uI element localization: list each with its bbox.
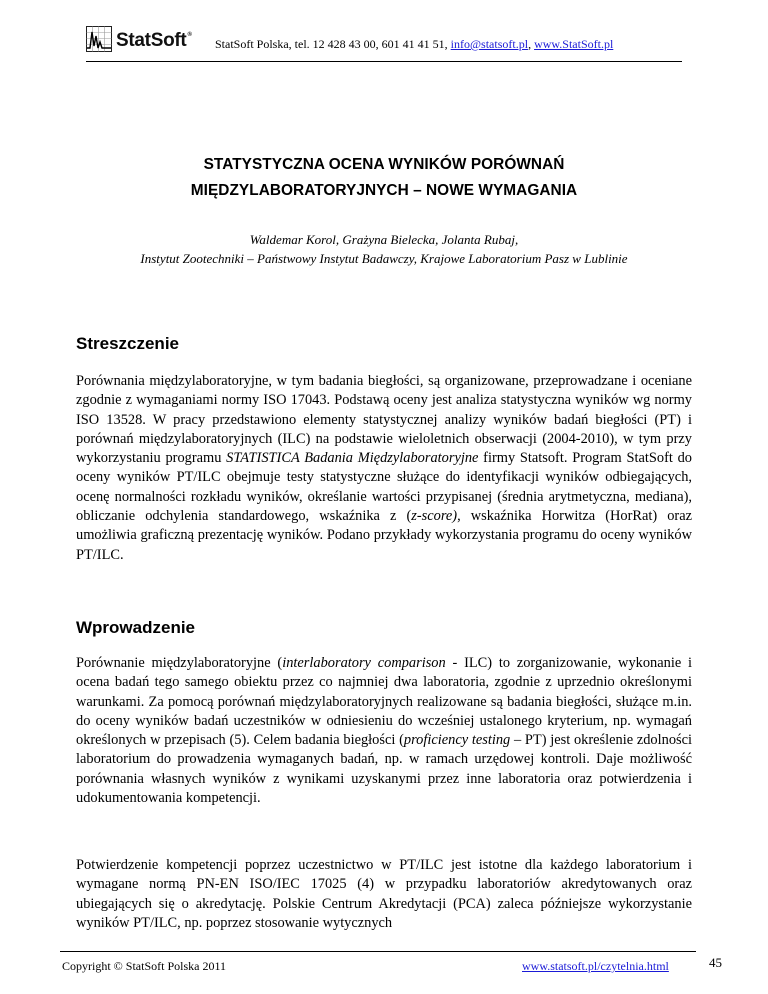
introduction-paragraph-2: Potwierdzenie kompetencji poprzez uczestnictwo w PT/ILC jest istotne dla każdego laboratorium i wymagane normą PN-EN ISO/IEC 17025 (4) w przypadku laboratoriów akredytowanych oraz ubiegających się o akredytację. Polskie Centrum Akredytacji (PCA) zaleca późniejsze wykorzystanie wyników PT/ILC, np. poprzez stosowanie wytycznych bbox=[76, 857, 692, 931]
header-contact: StatSoft Polska, tel. 12 428 43 00, 601 41 41 51, info@statsoft.pl, www.StatSoft.pl bbox=[215, 37, 614, 51]
author-names: Waldemar Korol, Grażyna Bielecka, Jolanta Rubaj, bbox=[249, 232, 519, 247]
page-header bbox=[0, 0, 768, 64]
author-affiliation: Instytut Zootechniki – Państwowy Instytut Badawczy, Krajowe Laboratorium Pasz w Lublinie bbox=[140, 251, 628, 266]
logo-wordmark: StatSoft® bbox=[116, 30, 192, 51]
paper-title-line-1: STATYSTYCZNA OCENA WYNIKÓW PORÓWNAŃ bbox=[203, 156, 565, 173]
authors-block bbox=[60, 230, 708, 268]
paper-title-line-2: MIĘDZYLABORATORYJNYCH – NOWE WYMAGANIA bbox=[190, 182, 578, 199]
footer-url-link[interactable]: www.statsoft.pl/czytelnia.html bbox=[522, 959, 669, 973]
footer-copyright: Copyright © StatSoft Polska 2011 bbox=[62, 959, 227, 973]
introduction-paragraph-1: Porównanie międzylaboratoryjne (interlaboratory comparison - ILC) to zorganizowanie, wykonanie i ocena badań tego samego obiektu przez co najmniej dwa laboratoria, zgodnie z uprzednio określonymi warunkami. Za pomocą porównań międzylaboratoryjnych realizowane są badania biegłości, służące m.in. do oceny wyników badań uczestników w odniesieniu do wcześniej ustalonego kryterium, np. wymagań określonych w przepisach (5). Celem badania biegłości (proficiency testing – PT) jest określenie zdolności laboratorium do prowadzenia wymaganych badań, np. w ramach urzędowej kontroli. Daje możliwość porównania własnych wyników z wynikami uzyskanymi przez inne laboratoria oraz potwierdzenia i udokumentowania kompetencji. bbox=[76, 655, 692, 807]
chart-logo-icon bbox=[86, 26, 112, 52]
abstract-paragraph: Porównania międzylaboratoryjne, w tym badania biegłości, są organizowane, przeprowadzane i oceniane zgodnie z wymaganiami normy ISO 17043. Podstawą oceny jest analiza statystyczna wyników wg normy ISO 13528. W pracy przedstawiono elementy statystycznej analizy wyników badań biegłości (PT) i porównań międzylaboratoryjnych (ILC) na podstawie wieloletnich obserwacji (2004-2010), w tym przy wykorzystaniu programu STATISTICA Badania Międzylaboratoryjne firmy Statsoft. Program StatSoft do oceny wyników PT/ILC obejmuje testy statystyczne służące do identyfikacji wyników odbiegających, ocenę normalności rozkładu wyników, określanie wartości przypisanej (średnia arytmetyczna, mediana), obliczanie odchylenia standardowego, wskaźnika z (z-score), wskaźnika Horwitza (HorRat) oraz umożliwia graficzną prezentację wyników. Podano przykłady wykorzystania programu do oceny wyników PT/ILC. bbox=[76, 373, 692, 563]
header-website-link[interactable]: www.StatSoft.pl bbox=[534, 37, 614, 51]
statsoft-logo bbox=[86, 26, 204, 56]
abstract-heading: Streszczenie bbox=[76, 334, 179, 353]
header-divider bbox=[86, 61, 682, 62]
paper-title bbox=[76, 152, 692, 204]
header-email-link[interactable]: info@statsoft.pl bbox=[450, 37, 529, 51]
introduction-heading: Wprowadzenie bbox=[76, 618, 196, 637]
footer-divider bbox=[60, 951, 696, 952]
page-number: 45 bbox=[709, 955, 722, 970]
